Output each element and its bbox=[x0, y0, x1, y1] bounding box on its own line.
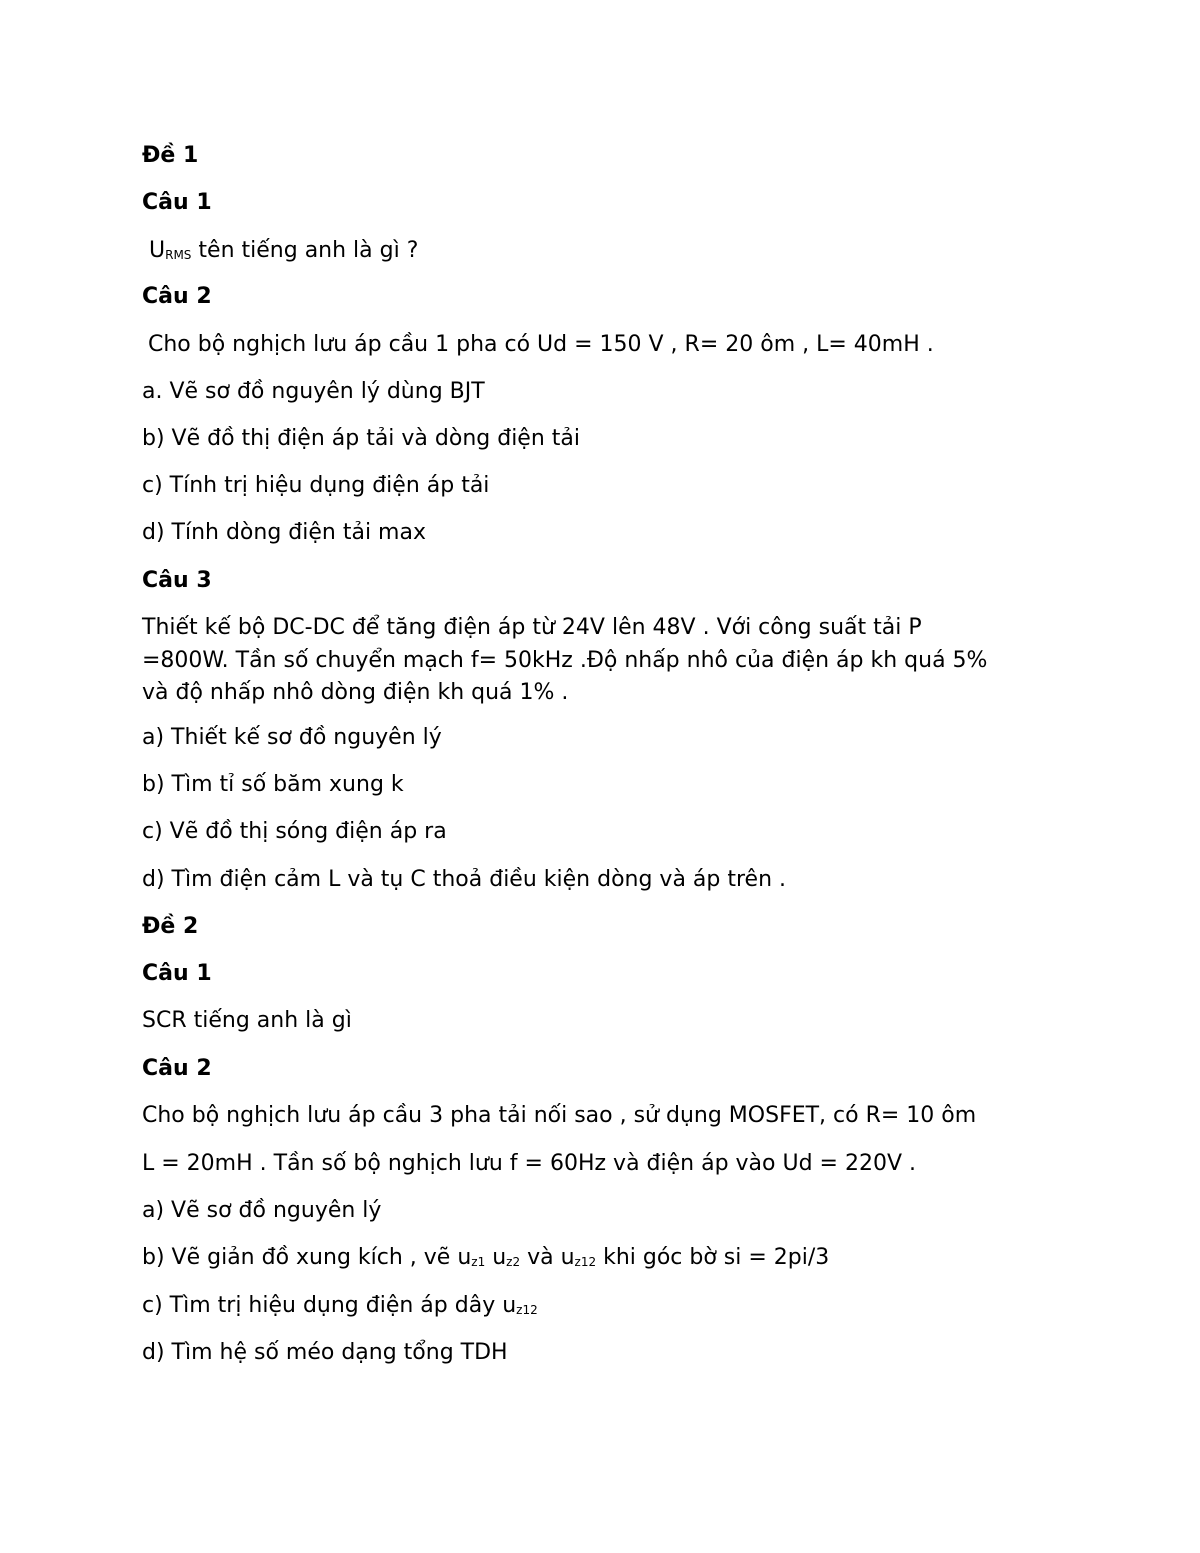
exam-2-question-2-c bbox=[142, 1290, 538, 1326]
exam-2-question-1-text: SCR tiếng anh là gì bbox=[142, 1008, 352, 1033]
exam-2-question-2-heading: Câu 2 bbox=[142, 1056, 212, 1081]
exam-2-title: Đề 2 bbox=[142, 914, 199, 939]
exam-2-question-2-b bbox=[142, 1242, 829, 1278]
exam-2-question-2-a: a) Vẽ sơ đồ nguyên lý bbox=[142, 1198, 382, 1223]
exam-1-question-2-intro: Cho bộ nghịch lưu áp cầu 1 pha có Ud = 150 V , R= 20 ôm , L= 40mH . bbox=[148, 332, 934, 357]
exam-1-question-3-d: d) Tìm điện cảm L và tụ C thoả điều kiện dòng và áp trên . bbox=[142, 867, 787, 892]
exam-1-question-3-b: b) Tìm tỉ số băm xung k bbox=[142, 772, 404, 797]
exam-1-question-2-c: c) Tính trị hiệu dụng điện áp tải bbox=[142, 473, 490, 498]
c-subscript: z12 bbox=[516, 1303, 538, 1317]
exam-1-question-1-heading: Câu 1 bbox=[142, 190, 212, 215]
exam-1-question-2-a: a. Vẽ sơ đồ nguyên lý dùng BJT bbox=[142, 379, 485, 404]
exam-1-question-2-b: b) Vẽ đồ thị điện áp tải và dòng điện tải bbox=[142, 426, 581, 451]
exam-1-title: Đề 1 bbox=[142, 143, 199, 168]
c-text: c) Tìm trị hiệu dụng điện áp dây u bbox=[142, 1293, 517, 1318]
b-text-u2: u bbox=[485, 1245, 507, 1270]
u-symbol: U bbox=[149, 238, 166, 263]
exam-2-question-2-intro-line-2: L = 20mH . Tần số bộ nghịch lưu f = 60Hz và điện áp vào Ud = 220V . bbox=[142, 1151, 916, 1176]
b-subscript-3: z12 bbox=[574, 1255, 597, 1269]
exam-2-question-2-d: d) Tìm hệ số méo dạng tổng TDH bbox=[142, 1340, 508, 1365]
exam-1-question-3-intro-line-1: Thiết kế bộ DC-DC để tăng điện áp từ 24V lên 48V . Với công suất tải P bbox=[142, 615, 922, 640]
b-text-part-1: b) Vẽ giản đồ xung kích , vẽ u bbox=[142, 1245, 472, 1270]
exam-1-question-3-intro-line-2: =800W. Tần số chuyển mạch f= 50kHz .Độ nhấp nhô của điện áp kh quá 5% bbox=[142, 648, 988, 673]
b-subscript-2: z2 bbox=[506, 1255, 521, 1269]
exam-1-question-3-intro-line-3: và độ nhấp nhô dòng điện kh quá 1% . bbox=[142, 680, 569, 705]
u-subscript: RMS bbox=[165, 248, 192, 262]
b-text-part-2: và u bbox=[520, 1245, 575, 1270]
exam-2-question-2-intro-line-1: Cho bộ nghịch lưu áp cầu 3 pha tải nối sao , sử dụng MOSFET, có R= 10 ôm bbox=[142, 1103, 977, 1128]
exam-2-question-1-heading: Câu 1 bbox=[142, 961, 212, 986]
exam-1-question-2-heading: Câu 2 bbox=[142, 284, 212, 309]
b-text-part-3: khi góc bờ si = 2pi/3 bbox=[596, 1245, 830, 1270]
exam-1-question-1-text bbox=[149, 235, 418, 271]
question-rest: tên tiếng anh là gì ? bbox=[198, 238, 419, 263]
exam-1-question-3-a: a) Thiết kế sơ đồ nguyên lý bbox=[142, 725, 442, 750]
exam-1-question-2-d: d) Tính dòng điện tải max bbox=[142, 520, 426, 545]
exam-1-question-3-heading: Câu 3 bbox=[142, 568, 212, 593]
exam-1-question-3-c: c) Vẽ đồ thị sóng điện áp ra bbox=[142, 819, 447, 844]
b-subscript-1: z1 bbox=[471, 1255, 486, 1269]
